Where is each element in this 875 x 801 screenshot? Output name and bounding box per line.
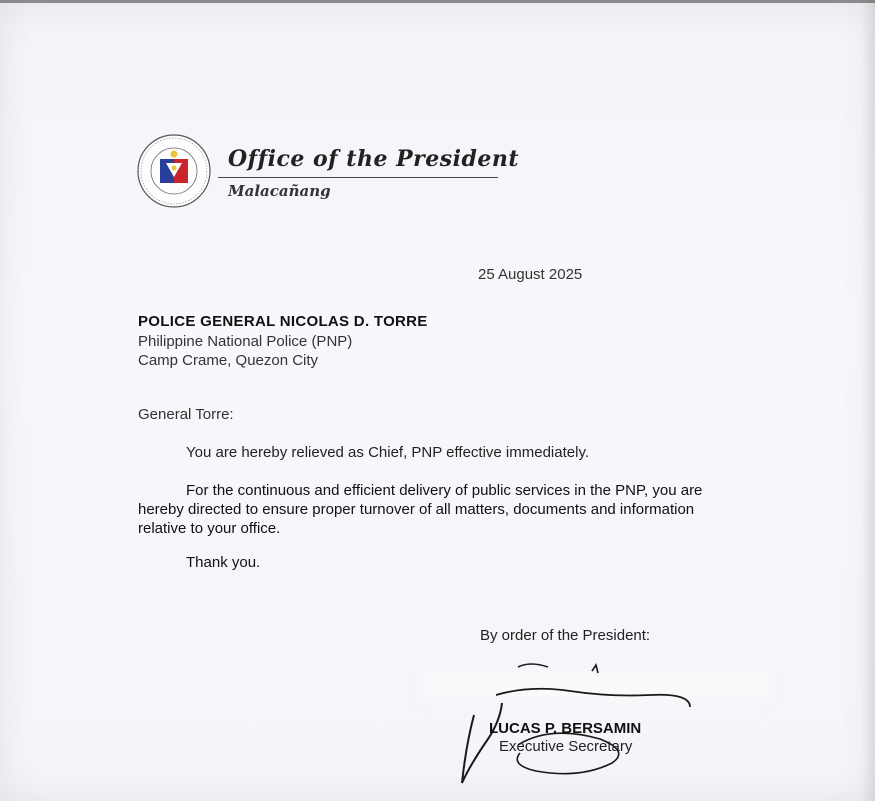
signer-title: Executive Secretary — [499, 738, 633, 755]
closing-line: Thank you. — [186, 554, 261, 571]
letterhead-title: Office of the President — [228, 146, 520, 172]
authority-line: By order of the President: — [480, 627, 651, 644]
addressee-name: POLICE GENERAL NICOLAS D. TORRE — [138, 313, 428, 330]
signer-name: LUCAS P. BERSAMIN — [489, 720, 642, 737]
salutation: General Torre: — [138, 406, 234, 423]
letterhead-subtitle: Malacañang — [228, 182, 331, 200]
body-paragraph-1: You are hereby relieved as Chief, PNP effective immediately. — [186, 444, 589, 461]
letter-date: 25 August 2025 — [478, 266, 583, 283]
addressee-location: Camp Crame, Quezon City — [138, 352, 319, 369]
paper-top-edge — [0, 0, 875, 3]
paper-right-edge — [861, 0, 875, 801]
presidential-seal-icon — [136, 133, 212, 209]
body-paragraph-2: For the continuous and efficient delivery of public services in the PNP, you are hereby directed to ensure proper turnover of all matters, documents and information relative to your office. — [138, 482, 703, 537]
letterhead-divider — [218, 177, 498, 178]
addressee-organization: Philippine National Police (PNP) — [138, 333, 353, 350]
